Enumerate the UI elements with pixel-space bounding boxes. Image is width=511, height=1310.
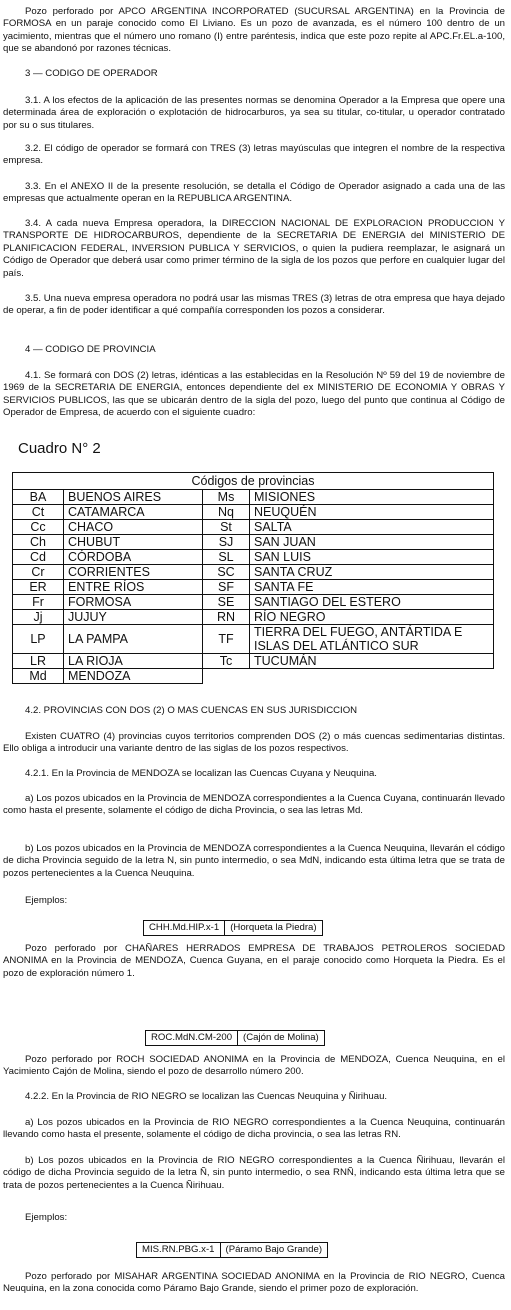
table-row xyxy=(13,669,494,684)
table-row xyxy=(13,610,494,625)
example-well-box xyxy=(143,920,323,936)
table-cell: FORMOSA xyxy=(64,595,203,610)
table-row xyxy=(13,550,494,565)
paragraph-roc: Pozo perforado por ROCH SOCIEDAD ANONIMA en la Provincia de MENDOZA, Cuenca Neuquina, en el Yacimiento Cajón de Molina, siendo el pozo de desarrollo número 200. xyxy=(3,1054,505,1078)
table-row xyxy=(13,535,494,550)
table-cell: RN xyxy=(203,610,250,625)
paragraph-mis: Pozo perforado por MISAHAR ARGENTINA SOCIEDAD ANONIMA en la Provincia de RIO NEGRO, Cuenca Neuquina, en la zona conocida como Páramo Bajo Grande, siendo el primer pozo de exploración. xyxy=(3,1271,505,1295)
table-row xyxy=(13,654,494,669)
ejemplos-label: Ejemplos: xyxy=(25,1212,68,1223)
paragraph-4-1: 4.1. Se formará con DOS (2) letras, idénticas a las establecidas en la Resolución Nº 59 del 19 de noviembre de 1969 de la SECRETARIA DE ENERGIA, entonces dependiente del ex MINISTERIO DE ECONOMIA Y OBRAS Y SERVICIOS PUBLICOS, las que se ubicarán dentro de la sigla del pozo, luego del punto que continua al Código de Operador de Empresa, de acuerdo con el siguiente cuadro: xyxy=(3,370,505,419)
table-cell: SANTIAGO DEL ESTERO xyxy=(250,595,494,610)
table-cell: Ms xyxy=(203,490,250,505)
table-cell: MISIONES xyxy=(250,490,494,505)
table-cell: TUCUMÁN xyxy=(250,654,494,669)
table-row xyxy=(13,505,494,520)
table-cell: SF xyxy=(203,580,250,595)
table-cell: LP xyxy=(13,625,64,654)
table-cell: CHACO xyxy=(64,520,203,535)
paragraph-4-2-2-b: b) Los pozos ubicados en la Provincia de RIO NEGRO correspondientes a la Cuenca Ñirihuau, llevarán el código de dicha Provincia seguido de la letra Ñ, sin punto intermedio, o sea RNÑ, indicando esta última letra que se trata de pozos pertenecientes a la Cuenca Ñirihuau. xyxy=(3,1155,505,1191)
table-cell: SE xyxy=(203,595,250,610)
table-cell: ER xyxy=(13,580,64,595)
table-caption: Cuadro N° 2 xyxy=(18,440,101,457)
table-cell xyxy=(203,669,250,684)
well-code: ROC.MdN.CM-200 xyxy=(151,1032,233,1043)
table-cell: SL xyxy=(203,550,250,565)
paragraph-4-2-1-b: b) Los pozos ubicados en la Provincia de MENDOZA correspondientes a la Cuenca Neuquina, llevarán el código de dicha Provincia seguido de la letra N, sin punto intermedio, o sea MdN, indicando esta última letra que se trata de pozos pertenecientes a la Cuenca Neuquina. xyxy=(3,843,505,879)
table-cell: Jj xyxy=(13,610,64,625)
table-cell: LA PAMPA xyxy=(64,625,203,654)
table-cell: Ch xyxy=(13,535,64,550)
table-cell: CÓRDOBA xyxy=(64,550,203,565)
table-cell: TIERRA DEL FUEGO, ANTÁRTIDA E ISLAS DEL ATLÁNTICO SUR xyxy=(250,625,494,654)
well-code: MIS.RN.PBG.x-1 xyxy=(142,1244,215,1255)
paragraph-3-5: 3.5. Una nueva empresa operadora no podrá usar las mismas TRES (3) letras de otra empresa que haya dejado de operar, a fin de poder identificar a qué compañía corresponden los pozos a considerar. xyxy=(3,293,505,317)
table-row xyxy=(13,565,494,580)
table-cell: SJ xyxy=(203,535,250,550)
table-cell: JUJUY xyxy=(64,610,203,625)
table-cell: Cr xyxy=(13,565,64,580)
table-row xyxy=(13,625,494,654)
paragraph-3-3: 3.3. En el ANEXO II de la presente resolución, se detalla el Código de Operador asignado a cada una de las empresas que actualmente operan en la REPUBLICA ARGENTINA. xyxy=(3,181,505,205)
table-cell: Nq xyxy=(203,505,250,520)
paragraph-3-2: 3.2. El código de operador se formará con TRES (3) letras mayúsculas que integren el nombre de la respectiva empresa. xyxy=(3,143,505,167)
table-cell: SAN LUIS xyxy=(250,550,494,565)
well-location: (Horqueta la Piedra) xyxy=(224,921,321,935)
paragraph-3-1: 3.1. A los efectos de la aplicación de las presentes normas se denomina Operador a la Empresa que opere una determinada área de exploración o explotación de hidrocarburos, ya sea su titular, co-titular, u operador contratado por su o sus titulares. xyxy=(3,95,505,131)
table-cell: Cd xyxy=(13,550,64,565)
table-row xyxy=(13,520,494,535)
table-cell: SANTA FE xyxy=(250,580,494,595)
well-location: (Páramo Bajo Grande) xyxy=(220,1243,328,1257)
paragraph-4-2-2: 4.2.2. En la Provincia de RIO NEGRO se localizan las Cuencas Neuquina y Ñirihuau. xyxy=(25,1091,388,1102)
paragraph-3-4: 3.4. A cada nueva Empresa operadora, la DIRECCION NACIONAL DE EXPLORACION PRODUCCION Y TRANSPORTE DE HIDROCARBUROS, dependiente de la SECRETARIA DE ENERGIA del MINISTERIO DE PLANIFICACION FEDERAL, INVERSION PUBLICA Y SERVICIOS, o quien la pudiera reemplazar, le asignará un Código de Operador que deberá usar como primer término de la sigla de los pozos que perfore en cualquier lugar del país. xyxy=(3,218,505,279)
table-cell: CATAMARCA xyxy=(64,505,203,520)
table-header: Códigos de provincias xyxy=(13,473,494,490)
table-cell: SALTA xyxy=(250,520,494,535)
table-cell: BUENOS AIRES xyxy=(64,490,203,505)
paragraph-4-2-2-a: a) Los pozos ubicados en la Provincia de RIO NEGRO correspondientes a la Cuenca Neuquina, continuarán llevando como hasta el presente, solamente el código de dicha provincia, o sea las letras RN. xyxy=(3,1117,505,1141)
table-cell: TF xyxy=(203,625,250,654)
paragraph-4-2-1: 4.2.1. En la Provincia de MENDOZA se localizan las Cuencas Cuyana y Neuquina. xyxy=(25,768,377,779)
well-location: (Cajón de Molina) xyxy=(237,1031,324,1045)
table-cell: Md xyxy=(13,669,64,684)
table-cell: CORRIENTES xyxy=(64,565,203,580)
heading-4-2: 4.2. PROVINCIAS CON DOS (2) O MAS CUENCAS EN SUS JURISDICCION xyxy=(25,705,358,716)
example-well-box xyxy=(145,1030,325,1046)
heading-codigo-provincia: 4 — CODIGO DE PROVINCIA xyxy=(25,344,156,355)
paragraph-4-2-1-a: a) Los pozos ubicados en la Provincia de MENDOZA correspondientes a la Cuenca Cuyana, continuarán llevado como hasta el presente, solamente el código de dicha Provincia, o sea las letras Md. xyxy=(3,793,505,817)
table-cell: CHUBUT xyxy=(64,535,203,550)
heading-codigo-operador: 3 — CODIGO DE OPERADOR xyxy=(25,68,158,79)
table-cell: Ct xyxy=(13,505,64,520)
table-cell: Cc xyxy=(13,520,64,535)
table-cell: SC xyxy=(203,565,250,580)
paragraph-apco: Pozo perforado por APCO ARGENTINA INCORPORATED (SUCURSAL ARGENTINA) en la Provincia de FORMOSA en un paraje conocido como El Liviano. Es un pozo de avanzada, es el número 100 dentro de un yacimiento, mientras que el número uno romano (I) entre paréntesis, indica que este pozo repite al APC.Fr.EL.a-100, que se abandonó por razones técnicas. xyxy=(3,6,505,55)
well-code: CHH.Md.HIP.x-1 xyxy=(149,922,220,933)
table-cell xyxy=(250,669,494,684)
table-cell: Tc xyxy=(203,654,250,669)
table-cell: Fr xyxy=(13,595,64,610)
table-cell: SANTA CRUZ xyxy=(250,565,494,580)
table-row xyxy=(13,595,494,610)
table-row xyxy=(13,580,494,595)
table-cell: RÍO NEGRO xyxy=(250,610,494,625)
table-cell: NEUQUÉN xyxy=(250,505,494,520)
paragraph-chh: Pozo perforado por CHAÑARES HERRADOS EMPRESA DE TRABAJOS PETROLEROS SOCIEDAD ANONIMA en la Provincia de MENDOZA, Cuenca Guyana, en el paraje conocido como Horqueta la Piedra. Es el pozo de exploración número 1. xyxy=(3,943,505,979)
ejemplos-label: Ejemplos: xyxy=(25,895,68,906)
table-cell: St xyxy=(203,520,250,535)
table-row xyxy=(13,490,494,505)
table-cell: LR xyxy=(13,654,64,669)
paragraph-4-2: Existen CUATRO (4) provincias cuyos territorios comprenden DOS (2) o más cuencas sedimentarias distintas. Ello obliga a introducir una variante dentro de las siglas de los pozos respectivos. xyxy=(3,731,505,755)
example-well-box xyxy=(136,1242,328,1258)
provincias-table xyxy=(12,472,494,684)
table-cell: LA RIOJA xyxy=(64,654,203,669)
table-cell: BA xyxy=(13,490,64,505)
table-cell: ENTRE RÍOS xyxy=(64,580,203,595)
table-cell: MENDOZA xyxy=(64,669,203,684)
table-cell: SAN JUAN xyxy=(250,535,494,550)
